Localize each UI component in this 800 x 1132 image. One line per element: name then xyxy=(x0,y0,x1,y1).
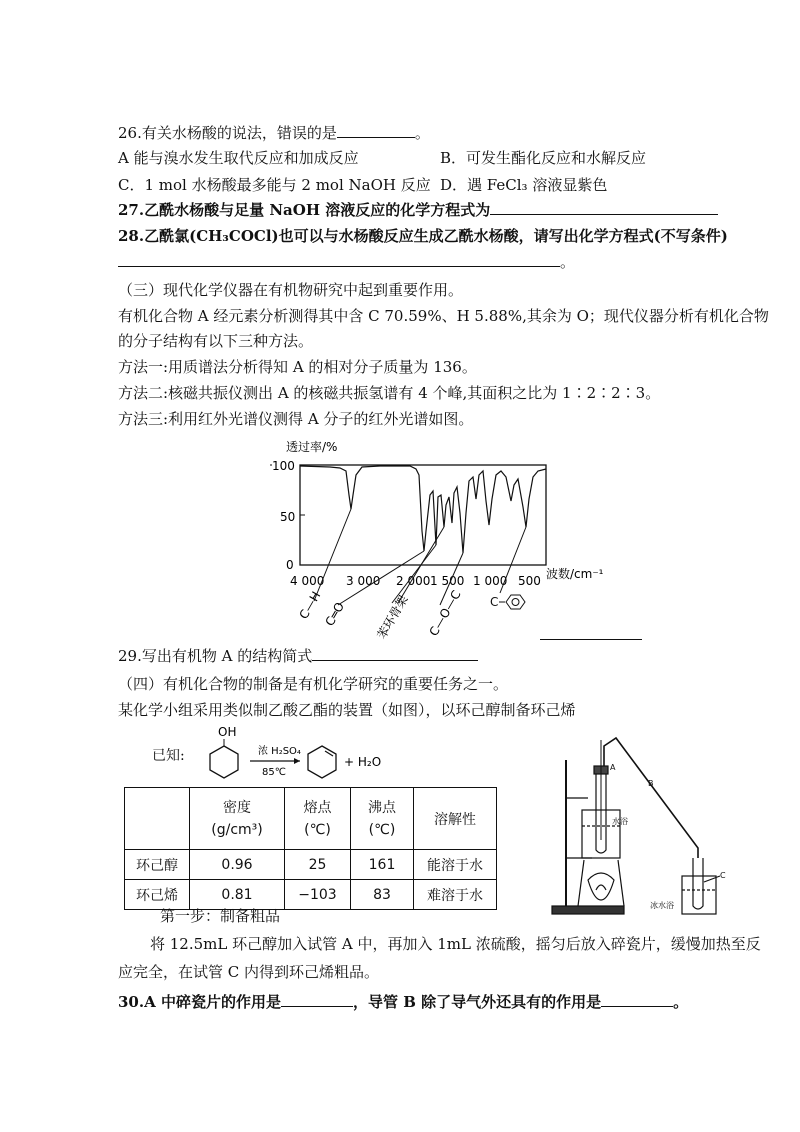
phenyl-structure-icon xyxy=(490,595,525,609)
apparatus-label-water-bath: 水浴 xyxy=(612,817,628,826)
table-cell: 25 xyxy=(285,850,351,880)
answer-blank[interactable] xyxy=(118,252,560,267)
table-cell: 能溶于水 xyxy=(414,850,497,880)
table-cell: 161 xyxy=(351,850,414,880)
apparatus-diagram xyxy=(548,730,738,920)
svg-text:C: C xyxy=(490,595,499,609)
ir-label-ch: C—H xyxy=(296,589,324,622)
table-header-empty xyxy=(125,788,190,850)
method-1: 方法一:用质谱法分析得知 A 的相对分子质量为 136。 xyxy=(118,358,477,376)
ir-xtick-1000: 1 000 xyxy=(473,574,508,588)
table-cell: 83 xyxy=(351,880,414,910)
ir-xtick-4000: 4 000 xyxy=(290,574,325,588)
section4-title: （四）有机化合物的制备是有机化学研究的重要任务之一。 xyxy=(118,675,509,693)
ir-label-coc: C—O—C xyxy=(426,588,464,639)
table-header-density: 密度 (g/cm³) xyxy=(190,788,285,850)
section3-title: （三）现代化学仪器在有机物研究中起到重要作用。 xyxy=(118,281,464,299)
table-cell: 0.81 xyxy=(190,880,285,910)
apparatus-label-a: A xyxy=(610,763,616,772)
oh-label: OH xyxy=(218,725,237,739)
condition-temp: 85℃ xyxy=(262,767,286,778)
apparatus-label-c: C xyxy=(720,871,726,880)
section3-line1: 有机化合物 A 经元素分析测得其中含 C 70.59%、H 5.88%,其余为 O；现代仪器分析有机化合物 xyxy=(118,307,769,325)
ir-xlabel: 波数/cm⁻¹ xyxy=(546,567,604,581)
ir-ylabel: 透过率/% xyxy=(286,440,338,454)
step1-title: 第一步：制备粗品 xyxy=(160,907,281,925)
q28-stem: 28.乙酰氯(CH₃COCl)也可以与水杨酸反应生成乙酰水杨酸，请写出化学方程式(不写条件) xyxy=(118,227,728,245)
answer-blank[interactable] xyxy=(281,992,353,1007)
ir-xtick-2000: 2 000 xyxy=(396,574,431,588)
ir-plot-frame xyxy=(300,465,546,565)
section4-line1: 某化学小组采用类似制乙酸乙酯的装置（如图），以环己醇制备环己烯 xyxy=(118,701,576,719)
q26-option-d: D．遇 FeCl₃ 溶液显紫色 xyxy=(440,176,608,194)
q30-stem: 30.A 中碎瓷片的作用是 ，导管 B 除了导气外还具有的作用是 。 xyxy=(118,993,689,1011)
table-cell: 环己醇 xyxy=(125,850,190,880)
step1-line1: 将 12.5mL 环己醇加入试管 A 中，再加入 1mL 浓硫酸，摇匀后放入碎瓷片，缓慢加热至反 xyxy=(150,935,761,953)
water-product: + H₂O xyxy=(344,755,382,769)
table-cell: −103 xyxy=(285,880,351,910)
section3-line2: 的分子结构有以下三种方法。 xyxy=(118,332,314,350)
known-label: 已知: xyxy=(152,748,185,764)
ir-spectrum-chart xyxy=(270,435,610,645)
method-2: 方法二:核磁共振仪测出 A 的核磁共振氢谱有 4 个峰,其面积之比为 1∶2∶2∶3。 xyxy=(118,384,661,402)
ir-label-benzene: 苯环骨架 xyxy=(374,592,411,642)
ir-leader-lines xyxy=(314,509,526,605)
ir-spectrum-curve xyxy=(300,466,546,553)
q29-stem: 29.写出有机物 A 的结构简式 xyxy=(118,646,478,666)
step1-line2: 应完全，在试管 C 内得到环己烯粗品。 xyxy=(118,963,380,981)
table-header-boiling: 沸点 (℃) xyxy=(351,788,414,850)
answer-blank[interactable] xyxy=(312,646,478,661)
q26-option-c: C．1 mol 水杨酸最多能与 2 mol NaOH 反应 xyxy=(118,176,431,194)
method-3: 方法三:利用红外光谱仪测得 A 分子的红外光谱如图。 xyxy=(118,410,474,428)
ir-ytick-100: 100 xyxy=(272,459,295,473)
answer-blank[interactable] xyxy=(601,992,673,1007)
cyclohexanol-ring-icon xyxy=(210,746,238,778)
q26-option-a: A 能与溴水发生取代反应和加成反应 xyxy=(118,149,359,167)
q27-stem: 27.乙酰水杨酸与足量 NaOH 溶液反应的化学方程式为 xyxy=(118,200,718,220)
ir-xtick-500: 500 xyxy=(518,574,541,588)
answer-blank[interactable] xyxy=(337,123,415,138)
table-cell: 环己烯 xyxy=(125,880,190,910)
apparatus-label-ice-bath: 冰水浴 xyxy=(650,901,674,910)
apparatus-label-b: B xyxy=(648,779,654,788)
table-row xyxy=(125,880,497,910)
answer-blank[interactable] xyxy=(490,200,718,215)
reaction-scheme xyxy=(196,724,396,786)
table-cell: 难溶于水 xyxy=(414,880,497,910)
ir-xtick-3000: 3 000 xyxy=(346,574,381,588)
table-cell: 0.96 xyxy=(190,850,285,880)
divider-line xyxy=(540,639,642,640)
ir-label-co: C═O xyxy=(322,599,348,629)
q28-answer-line: 。 xyxy=(118,252,575,272)
ir-xtick-1500: 1 500 xyxy=(430,574,465,588)
q26-stem: 26.有关水杨酸的说法，错误的是 。 xyxy=(118,124,430,142)
cyclohexene-ring-icon xyxy=(308,746,336,778)
ir-ytick-50: 50 xyxy=(280,510,296,524)
table-row xyxy=(125,850,497,880)
table-header-solubility: 溶解性 xyxy=(414,788,497,850)
ir-ytick-0: 0 xyxy=(286,558,294,572)
q26-option-b: B．可发生酯化反应和水解反应 xyxy=(440,149,647,167)
table-header-melting: 熔点 (℃) xyxy=(285,788,351,850)
condition-acid: 浓 H₂SO₄ xyxy=(258,746,301,757)
properties-table xyxy=(124,787,497,910)
